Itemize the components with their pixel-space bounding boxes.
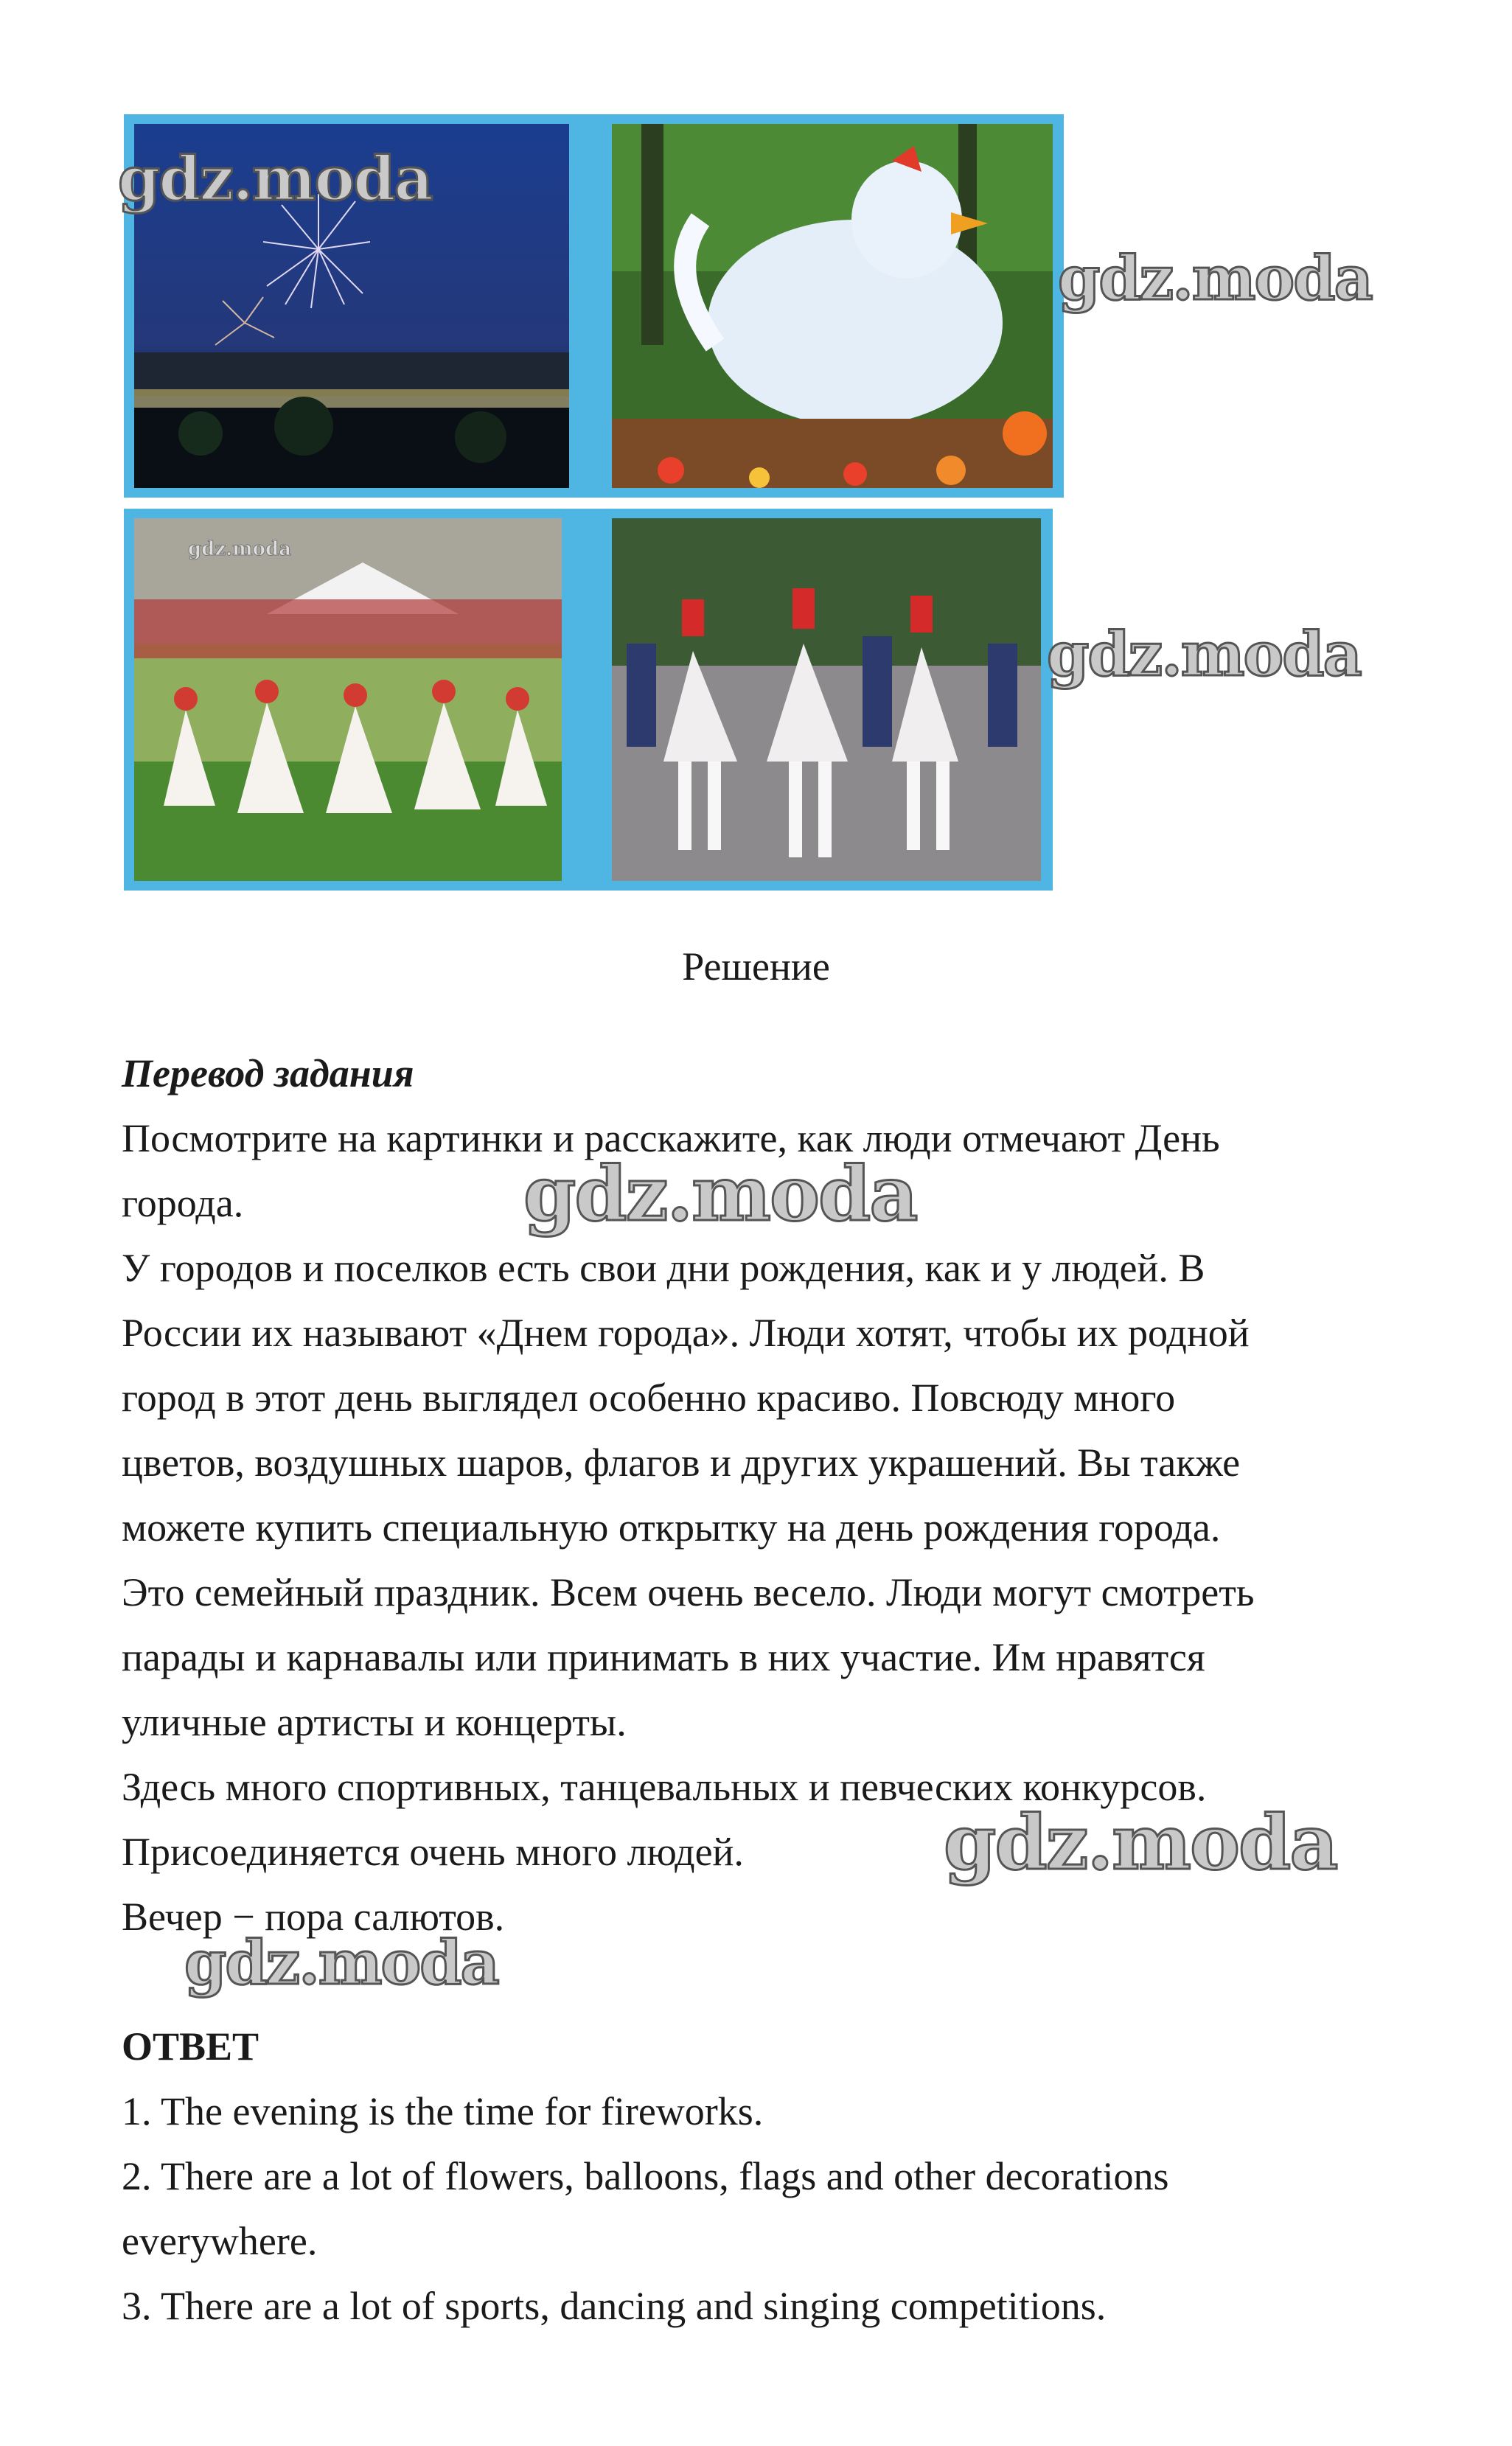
watermark-4: gdz.moda (1047, 619, 1361, 690)
answer-line: 3. There are a lot of sports, dancing and singing competitions. (122, 2284, 1107, 2328)
watermark-6: gdz.moda (944, 1799, 1337, 1887)
watermark-1: gdz.moda (118, 144, 432, 215)
translation-line: У городов и поселков есть свои дни рождения, как и у людей. В (122, 1246, 1205, 1290)
watermark-5: gdz.moda (523, 1150, 917, 1238)
watermark-7: gdz.moda (184, 1928, 498, 1999)
translation-line: можете купить специальную открытку на день рождения города. (122, 1505, 1221, 1550)
translation-title: Перевод задания (122, 1051, 414, 1095)
watermark-3: gdz.moda (188, 538, 292, 560)
flower-bird-photo (612, 124, 1053, 488)
translation-line: Присоединяется очень много людей. (122, 1830, 744, 1874)
translation-line: парады и карнавалы или принимать в них участие. Им нравятся (122, 1635, 1205, 1679)
translation-line: города. (122, 1181, 244, 1225)
translation-line: Посмотрите на картинки и расскажите, как люди отмечают День (122, 1116, 1220, 1160)
answer-line: everywhere. (122, 2219, 318, 2263)
translation-line: город в этот день выглядел особенно красиво. Повсюду много (122, 1376, 1176, 1420)
translation-line: уличные артисты и концерты. (122, 1700, 627, 1744)
parade-photo (612, 518, 1041, 881)
translation-line: Вечер − пора салютов. (122, 1895, 505, 1939)
answer-line: 2. There are a lot of flowers, balloons, flags and other decorations (122, 2154, 1169, 2198)
answer-line: 1. The evening is the time for fireworks. (122, 2089, 764, 2133)
translation-line: России их называют «Днем города». Люди хотят, чтобы их родной (122, 1311, 1250, 1355)
solution-heading: Решение (682, 944, 830, 989)
answer-section (122, 2014, 1419, 2338)
watermark-2: gdz.moda (1058, 243, 1372, 314)
dancers-photo (134, 518, 562, 881)
translation-line: Это семейный праздник. Всем очень весело. Люди могут смотреть (122, 1570, 1255, 1614)
translation-line: цветов, воздушных шаров, флагов и других украшений. Вы также (122, 1440, 1241, 1485)
translation-section (122, 1041, 1419, 1949)
translation-line: Здесь много спортивных, танцевальных и певческих конкурсов. (122, 1765, 1207, 1809)
answer-title: ОТВЕТ (122, 2024, 259, 2069)
